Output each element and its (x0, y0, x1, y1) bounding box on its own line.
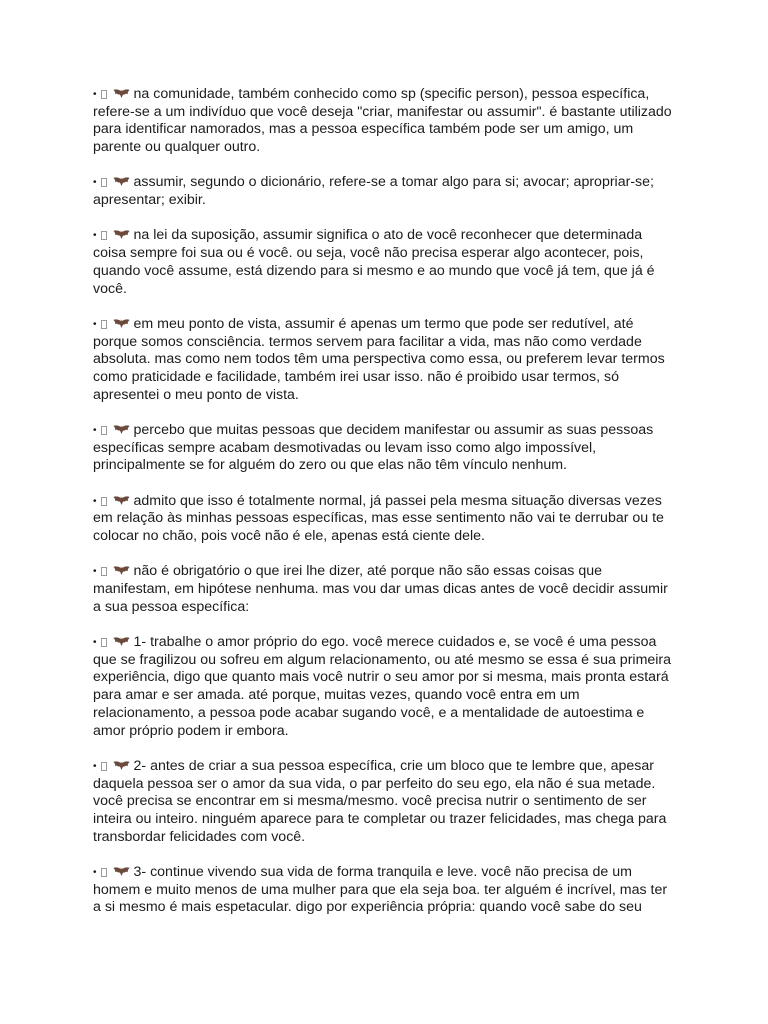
missing-glyph-box-icon (101, 868, 107, 877)
paragraph-text: na lei da suposição, assumir significa o ato de você reconhecer que determinada coisa sempre foi sua ou é você. ou seja, você não precisa esperar algo acontecer, pois, quando você assume, está dizendo para si mesmo e ao mundo que você já tem, que já é você. (93, 227, 655, 297)
paragraph (93, 634, 683, 740)
paragraph (93, 316, 683, 405)
bat-icon (113, 866, 130, 877)
paragraph-text: na comunidade, também conhecido como sp (specific person), pessoa específica, refere-se a um indivíduo que você deseja "criar, manifestar ou assumir". é bastante utilizado para identificar namorados, mas a pessoa específica também pode ser um amigo, um parente ou qualquer outro. (93, 86, 672, 156)
missing-glyph-box-icon (101, 567, 107, 576)
paragraph (93, 864, 683, 917)
bullet: • (93, 230, 97, 242)
missing-glyph-box-icon (101, 90, 107, 99)
bullet: • (93, 495, 97, 507)
paragraph (93, 86, 683, 157)
bat-icon (113, 229, 130, 240)
bullet: • (93, 866, 97, 878)
bat-icon (113, 495, 130, 506)
bat-icon (113, 565, 130, 576)
document-body (93, 86, 683, 935)
bullet: • (93, 89, 97, 100)
paragraph (93, 422, 683, 475)
missing-glyph-box-icon (101, 762, 107, 771)
missing-glyph-box-icon (101, 497, 107, 506)
bullet: • (93, 760, 97, 772)
paragraph (93, 174, 683, 209)
bat-icon (113, 760, 130, 771)
paragraph-text: 2- antes de criar a sua pessoa específica, crie um bloco que te lembre que, apesar daquela pessoa ser o amor da sua vida, o par perfeito do seu ego, ela não é sua metade. você precisa se encontrar em si mesma/mesmo. você precisa nutrir o sentimento de ser inteira ou inteiro. ninguém aparece para te completar ou trazer felicidades, mas chega para transbordar felicidades com você. (93, 757, 667, 845)
bat-icon (113, 176, 130, 187)
paragraph-text: em meu ponto de vista, assumir é apenas um termo que pode ser redutível, até porque somos consciência. termos servem para facilitar a vida, mas não como verdade absoluta. mas como nem todos têm uma perspectiva como essa, ou preferem levar termos como praticidade e facilidade, também irei usar isso. não é proibido usar termos, só apresentei o meu ponto de vista. (93, 315, 665, 403)
bullet: • (93, 637, 97, 649)
bat-icon (113, 636, 130, 647)
bat-icon (113, 424, 130, 435)
paragraph (93, 758, 683, 847)
paragraph-text: assumir, segundo o dicionário, refere-se a tomar algo para si; avocar; apropriar-se; apresentar; exibir. (93, 174, 654, 209)
paragraph-text: não é obrigatório o que irei lhe dizer, até porque não são essas coisas que manifestam, em hipótese nenhuma. mas vou dar umas dicas antes de você decidir assumir a sua pessoa específica: (93, 563, 668, 615)
bat-icon (113, 88, 130, 99)
paragraph (93, 227, 683, 298)
missing-glyph-box-icon (101, 638, 107, 647)
missing-glyph-box-icon (101, 426, 107, 435)
paragraph-text: 1- trabalhe o amor próprio do ego. você merece cuidados e, se você é uma pessoa que se fragilizou ou sofreu em algum relacionamento, ou até mesmo se essa é sua primeira experiência, digo que quanto mais você nutrir o seu amor por si mesma, mais pronta estará para amar e ser amada. até porque, muitas vezes, quando você entra em um relacionamento, a pessoa pode acabar sugando você, e a mentalidade de autoestima e amor próprio podem ir embora. (93, 634, 672, 739)
paragraph (93, 563, 683, 616)
bullet: • (93, 177, 97, 189)
paragraph-text: 3- continue vivendo sua vida de forma tranquila e leve. você não precisa de um homem e muito menos de uma mulher para que ela seja boa. ter alguém é incrível, mas ter a si mesmo é mais espetacular. digo por experiência própria: quando você sabe do seu (93, 863, 668, 916)
bullet: • (93, 424, 97, 436)
missing-glyph-box-icon (101, 320, 107, 329)
bullet: • (93, 566, 97, 578)
missing-glyph-box-icon (101, 231, 107, 240)
missing-glyph-box-icon (101, 178, 107, 187)
paragraph-text: percebo que muitas pessoas que decidem manifestar ou assumir as suas pessoas específicas sempre acabam desmotivadas ou levam isso como algo impossível, principalmente se for alguém do zero ou que elas não têm vínculo nenhum. (93, 421, 654, 474)
bullet: • (93, 318, 97, 330)
paragraph (93, 493, 683, 546)
paragraph-text: admito que isso é totalmente normal, já passei pela mesma situação diversas vezes em relação às minhas pessoas específicas, mas esse sentimento não vai te derrubar ou te colocar no chão, pois você não é ele, apenas está ciente dele. (93, 492, 664, 545)
bat-icon (113, 318, 130, 329)
